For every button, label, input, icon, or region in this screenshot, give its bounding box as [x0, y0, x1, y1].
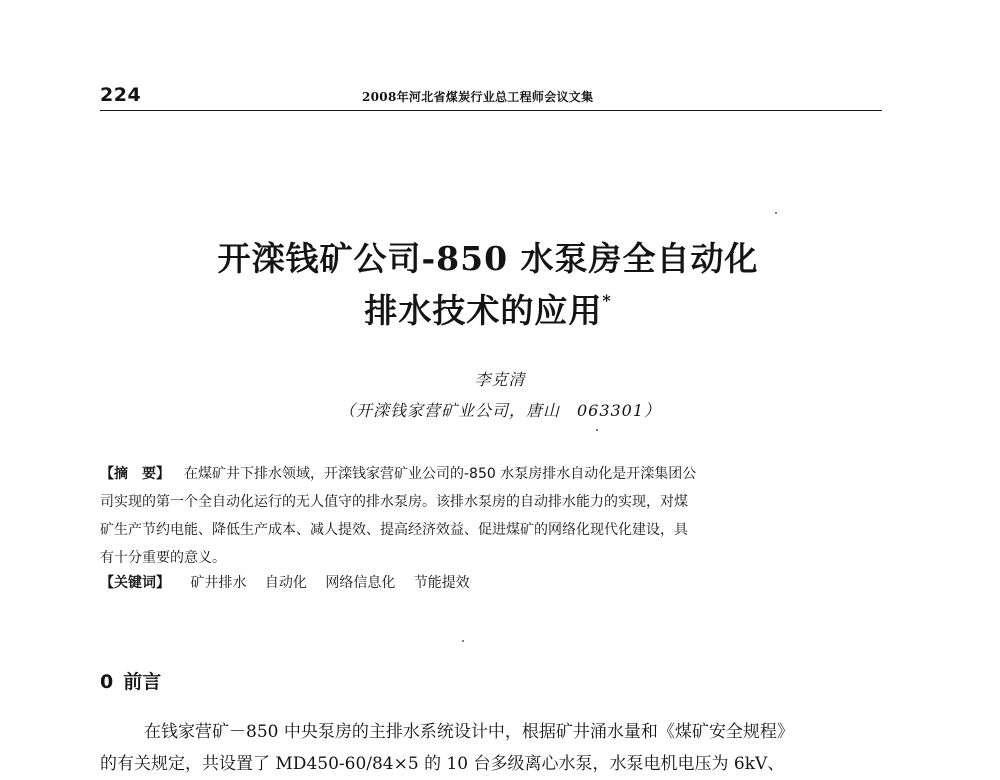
keyword: 节能提效 [413, 575, 470, 591]
abstract-line: 有十分重要的意义。 [100, 550, 226, 566]
abstract-text: 在煤矿井下排水领域，开滦钱家营矿业公司的-850 水泵房排水自动化是开滦集团公 [184, 466, 697, 482]
title-line-1: 开滦钱矿公司-850 水泵房全自动化 [217, 239, 759, 278]
title-footnote-mark: * [602, 291, 612, 310]
keyword: 自动化 [264, 575, 307, 591]
keyword: 网络信息化 [325, 575, 396, 591]
body-line: 的有关规定，共设置了 MD450-60/84×5 的 10 台多级离心水泵，水泵电机电压为 6kV、 [100, 754, 785, 774]
page-number: 224 [100, 84, 142, 106]
scan-speck [596, 429, 598, 431]
scan-speck [775, 212, 777, 214]
title-line-2-text: 排水技术的应用 [364, 291, 603, 330]
section-number: 0 [100, 671, 114, 693]
section-heading [100, 667, 161, 694]
header-rule [100, 110, 882, 111]
keywords-label: 【关键词】 [100, 575, 170, 591]
keywords [100, 572, 484, 592]
abstract-line [100, 460, 860, 488]
running-head: 2008年河北省煤炭行业总工程师会议文集 [362, 90, 594, 104]
abstract-line: 矿生产节约电能、降低生产成本、减人提效、提高经济效益、促进煤矿的网络化现代化建设，具 [100, 522, 688, 538]
title-line-2 [0, 285, 988, 332]
author-name: 李克清 [474, 370, 526, 389]
abstract-label: 【摘 要】 [100, 466, 170, 482]
keyword: 矿井排水 [190, 575, 247, 591]
section-title: 前言 [123, 671, 162, 693]
abstract [100, 460, 860, 572]
scan-speck [462, 640, 464, 642]
body-line: 在钱家营矿－850 中央泵房的主排水系统设计中，根据矿井涌水量和《煤矿安全规程》 [144, 722, 794, 742]
author-affiliation: （开滦钱家营矿业公司，唐山 063301） [338, 401, 662, 420]
body-paragraph [100, 716, 890, 780]
page-header [100, 84, 880, 110]
abstract-line: 司实现的第一个全自动化运行的无人值守的排水泵房。该排水泵房的自动排水能力的实现，对煤 [100, 494, 688, 510]
